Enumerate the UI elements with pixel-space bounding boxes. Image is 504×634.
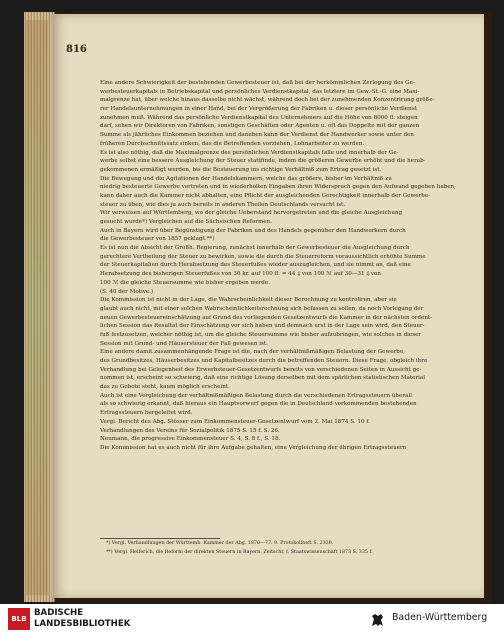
text-line: gekommenen ermäßigt werden, bis die Besteuerung ins richtige Verhältniß zum Ertrag gesetzt ist. [100,166,382,173]
text-line: des Grundbesitzes, Häuserbesitzes und Kapitalbesitzes durch die betreffenden Steuern. Diese Frage, obgleich ihre [100,358,428,364]
footnote-line: *) Vergl. Verhandlungen der Württemb. Kammer der Abg. 1870—77. 9. Protokollheft S. 2339. [106,541,334,546]
text-line: steuer zu üben, wie dies ja auch bereits in anderen Theilen Deutschlands versucht ist. [100,201,346,208]
page-number: 816 [66,44,87,55]
text-line: Neumann, die progressive Einkommensteuer S. 4, S. 8 f., S. 18. [100,436,281,443]
text-line: Ertragssteuern hergeleitet wird. [100,410,193,417]
text-line: Es ist nun die Absicht der Großh. Regierung, zunächst innerhalb der Gewerbesteuer die Ausgleichung durch [100,245,410,252]
text-line: zunehmen muß. Während das persönliche Verdienstkapital des Unternehmers auf die Höhe von 8000 fl. steigen [100,114,418,121]
blb-name-line2: LANDESBIBLIOTHEK [34,619,131,629]
text-line: Verhandlungen des Vereins für Sozialpolitik 1875 S. 15 f. S. 26. [100,427,280,434]
text-line: Herabsetzung des bisherigen Steuerfußes von 36 kr. auf 100 fl. = 44 ₰ von 100 ℳ auf 30—31 ₰ von [100,271,381,278]
text-line: glaubt auch nicht, mit einer solchen Wahrscheinlichkeitsrechnung sich befassen zu sollen, da noch Vorlegung der [100,305,424,312]
blb-logo[interactable]: BLB [8,608,30,630]
text-line: neuen Gewerbesteuereinschätzung auf Grund des vorliegenden Gesetzentwurfs die Kammer in der nächsten ordent- [100,314,433,321]
text-line: fuß festzusetzen, welcher nöthig ist, um die gleiche Steuersumme wie bisher aufzubringen, wie solches in dieser [100,331,422,338]
text-line: Auch in Bayern wird über Begünstigung der Fabriken und des Handels gegenüber den Handwerkern durch [100,227,406,234]
text-line: Die Bewegung und die Agitationen der Handelskammern, welche das größere, bisher im Verhältniß zu [100,175,392,182]
text-line: Summe als jährliches Einkommen beziehen und daneben kann der Verdienst der Handwerker sowie unter den [100,132,414,139]
footnote-line: **) Vergl. Helferich, die Reform der direkten Steuern in Bayern. Zeitschr. f. Staatswissenschaft 1873 S. 335 f. [106,549,373,555]
text-line: Session mit Grund- und Häusersteuer der Fall gewesen ist. [100,340,268,347]
text-line: Vergl. Bericht des Abg. Stösser zum Einkommensteuer-Gesetzentwurf vom 2. Mai 1874 S. 10 f. [100,418,370,425]
text-line: früheren Durchschnittssatz sinken, das die Betreffenden vorziehen, Lohnarbeiter zu werden. [100,140,365,147]
text-line: Eine andere damit zusammenhängende Frage ist die, nach der verhältnißmäßigen Belastung der Gewerbe, [100,349,405,356]
text-line: Verhandlung bei Gelegenheit des Erwerbsteuer-Gesetzentwurfs bereits von verschiedenen Seiten in Aussicht ge- [100,366,422,373]
text-line: (S. 40 der Motive.) [100,288,154,295]
text-line: Eine andere Schwierigkeit der bestehenden Gewerbesteuer ist, daß bei der herkömmlichen Zerlegung des Ge- [100,80,415,86]
text-line: Die Kommission hat es auch nicht für ihre Aufgabe gehalten, eine Vergleichung der übrigen Ertragssteuern [100,444,407,451]
text-line: gesucht wurde*) Vergleichen auf die Sächsischen Reformen. [100,219,272,225]
text-line: rer Handelsunternehmungen in einer Hand, bei der Vergrößerung der Fabriken u. dieser persönliche Verdienst [100,106,417,113]
footnote-rule [100,538,220,539]
blb-name[interactable] [34,608,130,630]
text-line: kann daher auch die Kammer nicht abhalten, eine Pflicht der ausgleichenden Gerechtigkeit innerhalb der Gewerbe- [100,192,431,199]
text-line: lichen Session das Resultat der Einschätzung vor sich haben und demnach erst in der Lage sein wird, den Steuer- [100,323,425,330]
blb-name-line1: BADISCHE [34,608,84,618]
baden-wuerttemberg-lion-icon [369,612,387,628]
footnotes [106,540,462,557]
text-line: niedrig besteuerte Gewerbe vertreten und in wiederholten Eingaben ihren Widerspruch gegen den Aufwand gegeben haben, [100,184,456,191]
text-line: Die Kommission ist nicht in der Lage, die Wahrscheinlichkeit dieser Berechnung zu kontroliren, aber sie [100,297,397,304]
text-line: das zu Gebote steht, kaum möglich erscheint. [100,384,230,391]
body-text [100,79,464,453]
baden-wuerttemberg-label[interactable]: Baden-Württemberg [392,612,488,623]
text-line: Wir verweisen auf Württemberg, wo der gleiche Ueberstand hervorgetreten und die gleiche Ausgleichung [100,210,403,217]
page-edge-stain [26,20,48,595]
text-line: 100 ℳ die gleiche Steuersumme wie bisher ergeben werde. [100,279,270,286]
text-line: nommen ist, erscheint so schwierig, daß eine richtige Lösung derselben mit dem spärlichen statistischen Material [100,375,426,382]
text-line: die Gewerbesteuer von 1857 geklagt.**) [100,236,215,243]
text-line: malgrenze hat, über welche hinaus dasselbe nicht wächst, während doch bei der zunehmenden Konzentrirung größe- [100,97,435,104]
text-line: gerechtere Vertheilung der Steuer zu bewirken, sowie die durch die Steuerreform voraussichtlich erhöhte Summe [100,253,426,260]
text-line: Es ist also nöthig, daß die Maximalgrenze des persönlichen Verdienstkapitals falle und innerhalb der Ge- [100,149,399,156]
text-line: als so schwierig erkannt, daß hieraus ein Hauptvorwurf gegen die in Deutschland vorkommenden bestehenden [100,401,417,408]
text-line: der Steuerkapitalien durch Herabsetzung des Steuerfußes wieder auszugleichen, und sie nimmt an, daß eine [100,262,411,269]
text-line: darf, sehen wir Direktoren von Fabriken, sonstigen Geschäften oder Agenten u. oft das Doppelte mit der ganzen [100,123,420,130]
text-line: Auch ist eine Vergleichung der verhältnißmäßigen Belastung durch die verschiedenen Ertragssteuern überall [100,392,412,399]
text-line: werbesteuerkapitals in Betriebskapital und persönliches Verdienstkapital, das letztere im Gew.-St.-G. eine Maxi- [100,88,420,95]
text-line: werbe selbst eine bessere Ausgleichung der Steuer stattfinde, indem die größeren Gewerbe erhöht und die herab- [100,158,426,165]
